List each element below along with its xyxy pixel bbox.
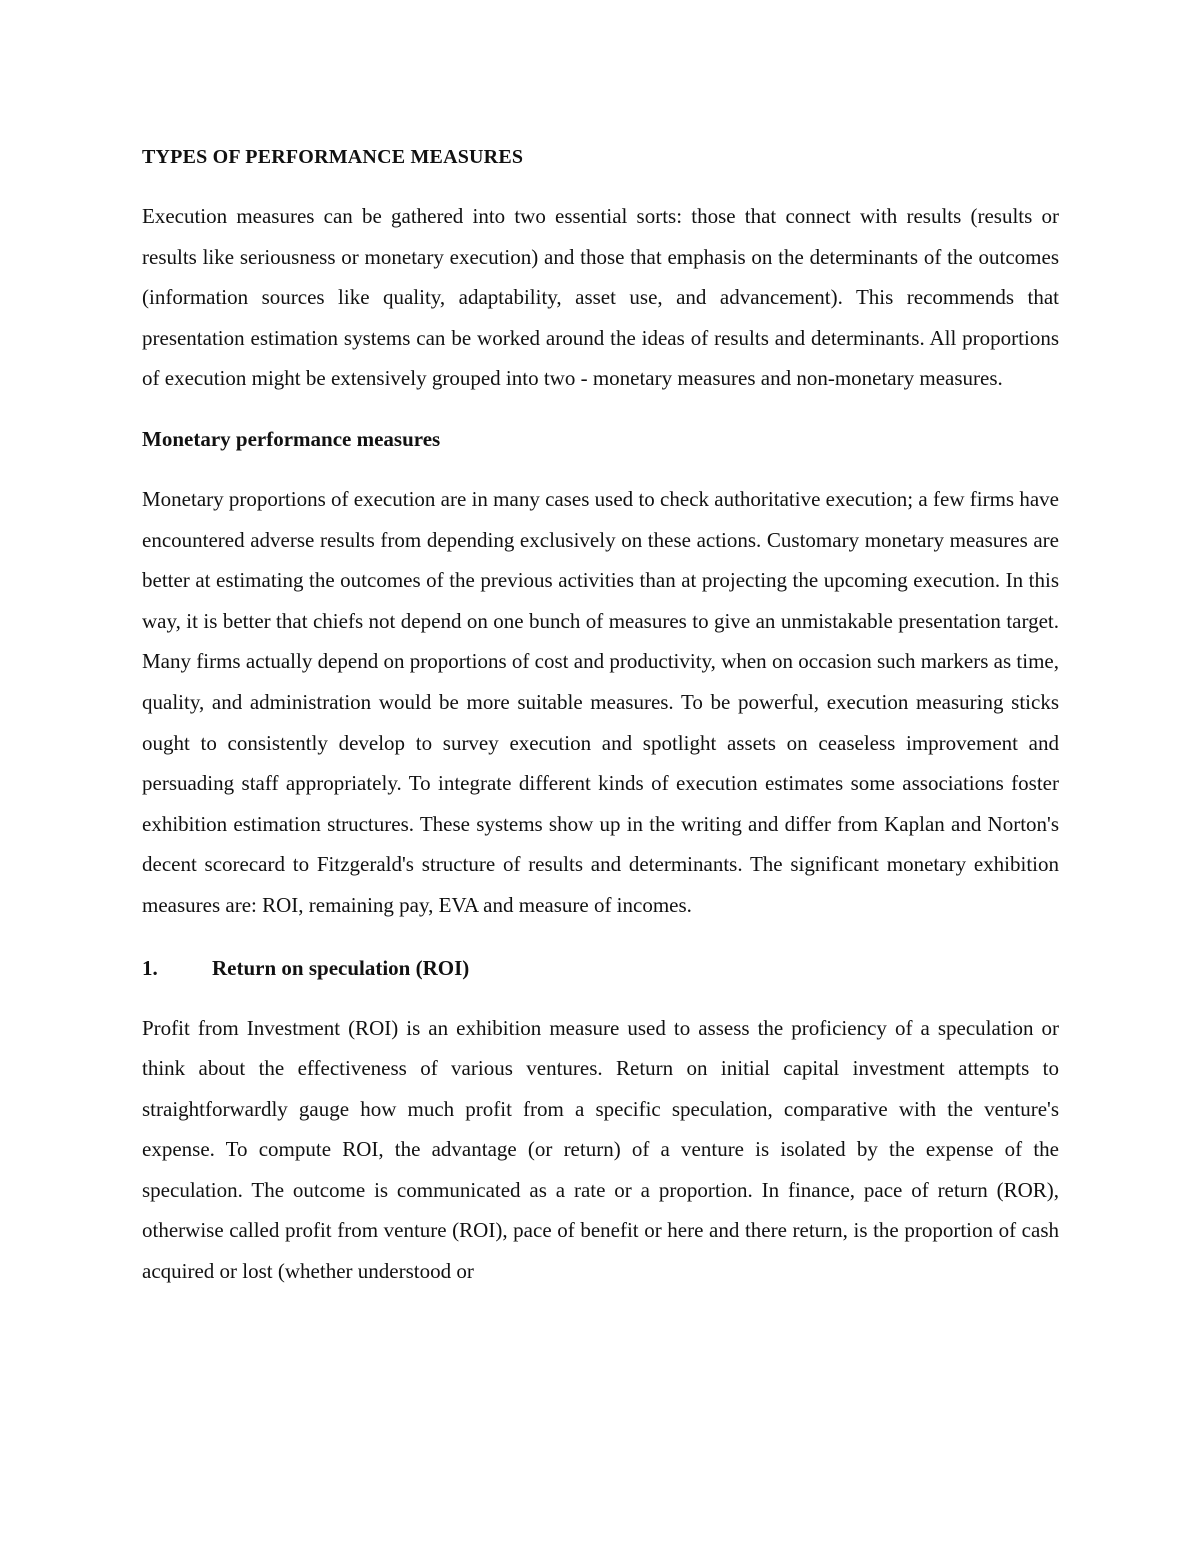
section-heading-text: Return on speculation (ROI) bbox=[212, 955, 470, 980]
section-paragraph-roi: Profit from Investment (ROI) is an exhibition measure used to assess the proficiency of a speculation or think about the effectiveness of various ventures. Return on initial capital investment attempts to straightforwardly gauge how much profit from a specific speculation, comparative with the venture's expense. To compute ROI, the advantage (or return) of a venture is isolated by the expense of the speculation. The outcome is communicated as a rate or a proportion. In finance, pace of return (ROR), otherwise called profit from venture (ROI), pace of benefit or here and there return, is the proportion of cash acquired or lost (whether understood or bbox=[142, 1015, 1059, 1284]
intro-paragraph: Execution measures can be gathered into two essential sorts: those that connect with results (results or results like seriousness or monetary execution) and those that emphasis on the determinants of the outcomes (information sources like quality, adaptability, asset use, and advancement). This recommends that presentation estimation systems can be worked around the ideas of results and determinants. All proportions of execution might be extensively grouped into two - monetary measures and non-monetary measures. bbox=[142, 204, 1059, 391]
document-body bbox=[142, 140, 1059, 1292]
section-heading-roi bbox=[142, 948, 1059, 988]
section-paragraph-monetary: Monetary proportions of execution are in many cases used to check authoritative execution; a few firms have encountered adverse results from depending exclusively on these actions. Customary monetary measures are better at estimating the outcomes of the previous activities than at projecting the upcoming execution. In this way, it is better that chiefs not depend on one bunch of measures to give an unmistakable presentation target. Many firms actually depend on proportions of cost and productivity, when on occasion such markers as time, quality, and administration would be more suitable measures. To be powerful, execution measuring sticks ought to consistently develop to survey execution and spotlight assets on ceaseless improvement and persuading staff appropriately. To integrate different kinds of execution estimates some associations foster exhibition estimation structures. These systems show up in the writing and differ from Kaplan and Norton's decent scorecard to Fitzgerald's structure of results and determinants. The significant monetary exhibition measures are: ROI, remaining pay, EVA and measure of incomes. bbox=[142, 486, 1059, 917]
document-title: TYPES OF PERFORMANCE MEASURES bbox=[142, 146, 524, 168]
section-number: 1. bbox=[142, 955, 158, 980]
section-heading-monetary: Monetary performance measures bbox=[142, 426, 441, 451]
